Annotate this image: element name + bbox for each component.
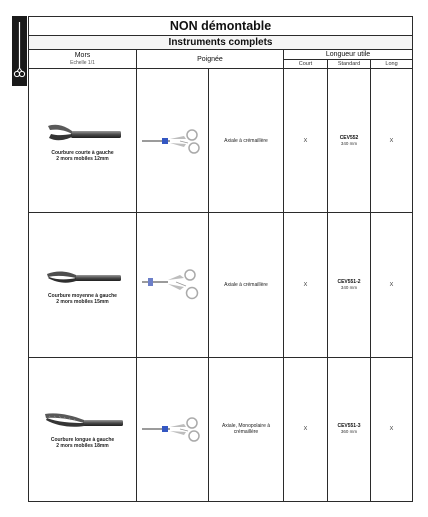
standard-cell (328, 69, 371, 213)
handle-type-cell: Axiale à crémaillère (209, 69, 284, 213)
long-cell: X (371, 213, 413, 357)
jaw-cell (29, 357, 137, 501)
header-mors-scale: Echelle 1/1 (70, 60, 95, 67)
court-cell: X (284, 69, 328, 213)
axial-handle-image (140, 268, 206, 302)
jaw-caption: Courbure longue à gauche 2 mors mobiles 18mm (50, 437, 115, 450)
header-long: Long (371, 60, 413, 69)
table-subtitle: Instruments complets (29, 36, 413, 50)
reference-code: CEV551-2 (337, 279, 361, 286)
jaw-cell (29, 69, 137, 213)
standard-cell (328, 357, 371, 501)
header-mors-label: Mors (74, 52, 91, 60)
long-cell: X (371, 357, 413, 501)
jaw-long-curve-image (43, 409, 123, 433)
header-court: Court (284, 60, 328, 69)
header-longueur: Longueur utile (284, 50, 413, 60)
jaw-medium-curve-image (45, 265, 121, 289)
axial-handle-image (140, 127, 206, 155)
jaw-caption: Courbure moyenne à gauche 2 mors mobiles 15mm (48, 293, 117, 306)
header-standard: Standard (328, 60, 371, 69)
jaw-cell (29, 213, 137, 357)
jaw-caption: Courbure courte à gauche 2 mors mobiles 12mm (51, 149, 114, 162)
court-cell: X (284, 213, 328, 357)
instrument-category-tab (12, 16, 27, 86)
table-row (29, 69, 413, 213)
jaw-short-curve-image (45, 120, 121, 146)
table-title: NON démontable (29, 17, 413, 36)
reference-length: 360 mm (340, 429, 358, 435)
monopolar-handle-image (140, 415, 206, 443)
handle-type-cell: Axiale à crémaillère (209, 213, 284, 357)
table-row (29, 213, 413, 357)
reference-length: 340 mm (340, 285, 358, 291)
handle-image-cell (137, 213, 209, 357)
table-row (29, 357, 413, 501)
long-cell: X (371, 69, 413, 213)
handle-image-cell (137, 69, 209, 213)
header-mors (29, 50, 137, 69)
reference-code: CEV551-3 (337, 423, 361, 430)
reference-code: CEV552 (339, 134, 359, 141)
reference-length: 340 mm (340, 140, 358, 146)
handle-type-cell: Axiale, Monopolaire à crémaillère (209, 357, 284, 501)
standard-cell (328, 213, 371, 357)
handle-image-cell (137, 357, 209, 501)
instrument-table (28, 16, 413, 502)
scissors-icon (12, 16, 27, 86)
court-cell: X (284, 357, 328, 501)
header-poignee: Poignée (137, 50, 284, 69)
